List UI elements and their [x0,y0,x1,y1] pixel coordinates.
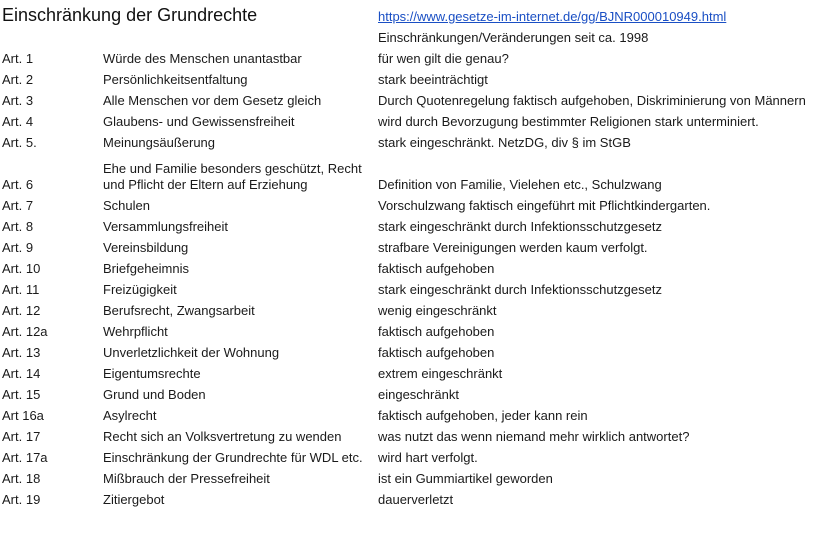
article-cell: Art. 9 [2,240,34,255]
article-cell: Art. 12a [2,324,48,339]
table-row [0,70,831,91]
article-cell: Art. 11 [2,282,40,297]
article-cell: Art. 17a [2,450,48,465]
status-cell: faktisch aufgehoben [378,324,495,339]
article-cell: Art. 7 [2,198,34,213]
status-cell: ist ein Gummiartikel geworden [378,471,553,486]
article-cell: Art. 8 [2,219,34,234]
column-subheader: Einschränkungen/Veränderungen seit ca. 1998 [378,30,649,45]
right-cell: Asylrecht [103,408,157,423]
status-cell: faktisch aufgehoben, jeder kann rein [378,408,588,423]
article-cell: Art. 3 [2,93,34,108]
table-row [0,343,831,364]
table-row [0,322,831,343]
status-cell: faktisch aufgehoben [378,261,495,276]
status-cell: Definition von Familie, Vielehen etc., Schulzwang [378,177,662,192]
table-row [0,133,831,154]
status-cell: stark eingeschränkt. NetzDG, div § im StGB [378,135,631,150]
article-cell: Art. 1 [2,51,34,66]
status-cell: wenig eingeschränkt [378,303,497,318]
page-title: Einschränkung der Grundrechte [2,5,258,25]
table-row [0,448,831,469]
table-row [0,364,831,385]
article-cell: Art. 4 [2,114,34,129]
source-link[interactable]: https://www.gesetze-im-internet.de/gg/BJNR000010949.html [378,9,727,24]
status-cell: stark beeinträchtigt [378,72,488,87]
right-cell: Würde des Menschen unantastbar [103,51,302,66]
article-cell: Art. 10 [2,261,41,276]
right-cell: Recht sich an Volksvertretung zu wenden [103,429,342,444]
right-cell: Wehrpflicht [103,324,168,339]
article-cell: Art. 17 [2,429,41,444]
right-cell: Berufsrecht, Zwangsarbeit [103,303,255,318]
article-cell: Art. 12 [2,303,41,318]
table-row [0,196,831,217]
table-row [0,91,831,112]
status-cell: stark eingeschränkt durch Infektionsschutzgesetz [378,282,662,297]
right-cell: Schulen [103,198,150,213]
table-row [0,301,831,322]
right-cell: Unverletzlichkeit der Wohnung [103,345,280,360]
status-cell: dauerverletzt [378,492,454,507]
table-row [0,385,831,406]
status-cell: eingeschränkt [378,387,459,402]
article-cell: Art. 14 [2,366,41,381]
status-cell: strafbare Vereinigungen werden kaum verfolgt. [378,240,648,255]
right-cell: Grund und Boden [103,387,206,402]
table-row [0,490,831,511]
table-row [0,217,831,238]
right-cell: Briefgeheimnis [103,261,189,276]
table-row [0,49,831,70]
article-cell: Art. 15 [2,387,41,402]
table-row [0,238,831,259]
article-cell: Art. 18 [2,471,41,486]
table-row [0,259,831,280]
right-cell: Freizügigkeit [103,282,177,297]
article-cell: Art 16a [2,408,44,423]
right-cell: Alle Menschen vor dem Gesetz gleich [103,93,322,108]
table-row [0,154,831,196]
status-cell: für wen gilt die genau? [378,51,509,66]
article-cell: Art. 6 [2,177,34,192]
table-row [0,280,831,301]
table-row [0,469,831,490]
table-row [0,112,831,133]
right-cell: Zitiergebot [103,492,165,507]
right-cell: Vereinsbildung [103,240,189,255]
status-cell: faktisch aufgehoben [378,345,495,360]
status-cell: was nutzt das wenn niemand mehr wirklich antwortet? [378,429,690,444]
article-cell: Art. 5. [2,135,37,150]
status-cell: Vorschulzwang faktisch eingeführt mit Pflichtkindergarten. [378,198,711,213]
right-cell: Einschränkung der Grundrechte für WDL etc. [103,450,363,465]
right-cell: Mißbrauch der Pressefreiheit [103,471,270,486]
status-cell: Durch Quotenregelung faktisch aufgehoben, Diskriminierung von Männern [378,93,806,108]
status-cell: extrem eingeschränkt [378,366,503,381]
table-row [0,427,831,448]
status-cell: stark eingeschränkt durch Infektionsschutzgesetz [378,219,662,234]
article-cell: Art. 2 [2,72,34,87]
status-cell: wird durch Bevorzugung bestimmter Religionen stark unterminiert. [378,114,759,129]
right-cell: Versammlungsfreiheit [103,219,228,234]
status-cell: wird hart verfolgt. [378,450,478,465]
article-cell: Art. 19 [2,492,41,507]
article-table [0,49,831,511]
right-cell: Persönlichkeitsentfaltung [103,72,248,87]
right-cell: Glaubens- und Gewissensfreiheit [103,114,295,129]
right-cell: Ehe und Familie besonders geschützt, Recht und Pflicht der Eltern auf Erziehung [103,161,362,192]
right-cell: Eigentumsrechte [103,366,201,381]
table-row [0,406,831,427]
right-cell: Meinungsäußerung [103,135,216,150]
article-cell: Art. 13 [2,345,41,360]
